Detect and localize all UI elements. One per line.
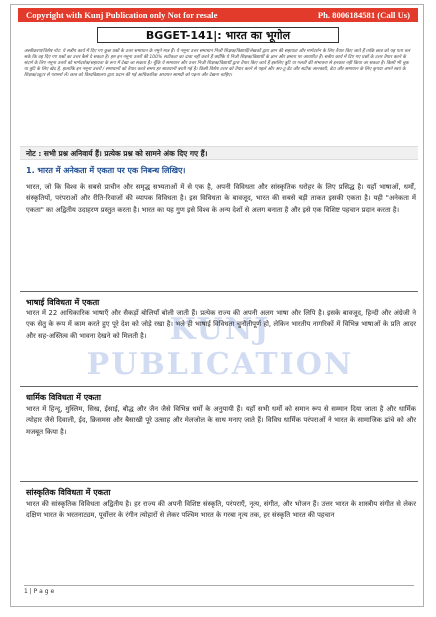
section-paragraph-religious: भारत में हिन्दू, मुस्लिम, सिख, ईसाई, बौद्ध और जैन जैसे विभिन्न धर्मों के अनुयायी हैं। यहाँ सभी धर्मों को समान रूप से सम्मान दिया जाता है और धार्मिक त्योहार जैसे दिवाली, ईद, क्रिसमस और बैसाखी पूरे उत्साह और मेलजोल के साथ मनाए जाते हैं। विविध धार्मिक परंपराओं ने भारत के सामाजिक ढांचे को और मजबूत किया है। xyxy=(26,405,416,436)
copyright-text: Copyright with Kunj Publication only Not for resale xyxy=(26,10,218,20)
phone-text: Ph. 8006184581 (Call Us) xyxy=(317,10,410,20)
section-paragraph-cultural: भारत की सांस्कृतिक विविधता अद्वितीय है। हर राज्य की अपनी विशिष्ट संस्कृति, परंपराएँ, नृत्य, संगीत, और भोजन हैं। उत्तर भारत के शास्त्रीय संगीत से लेकर दक्षिण भारत के भरतनाट्यम, पूर्वोत्तर के रंगीन त्योहारों से लेकर पश्चिम भारत के गरबा नृत्य तक, हर संस्कृति भारत की पहचान xyxy=(26,500,416,520)
section-heading-religious: धार्मिक विविधता में एकता xyxy=(20,386,418,403)
section-heading-linguistic: भाषाई विविधता में एकता xyxy=(20,291,418,308)
disclaimer-text: अस्वीकरण/विशेष नोट: ये सत्रीय कार्य में दिए गए कुछ प्रश्नों के उत्तर समाधान के नमूने मात्र हैं। ये नमूना उत्तर समाधान निजी शिक्षक/विद्यार्थी/लेखकों द्वारा ज्ञान की सहायता और मार्गदर्शन के लिए तैयार किए जाते हैं ताकि छात्र को यह पता चल सके कि वह दिए गए प्रश्नों का उत्तर कैसे दे सकता है। हम इन नमूना उत्तरों की 100% सटीकता का दावा नहीं करते हैं क्योंकि ये निजी शिक्षक/विद्यार्थी के ज्ञान और क्षमता पर आधारित हैं। सत्रीय कार्य में दिए गए प्रश्नों के उत्तर तैयार करने के संदर्भ के लिए नमूना उत्तरों को मार्गदर्शक/सहायता के रूप में देखा जा सकता है। चूँकि ये समाधान और उत्तर निजी शिक्षक/विद्यार्थी द्वारा तैयार किए जाते हैं इसलिए त्रुटि या गलती की संभावना से इनकार नहीं किया जा सकता है। किसी भी चूक या त्रुटि के लिए खेद है, हालांकि इन नमूना उत्तरों / समाधानों को तैयार करते समय हर सावधानी बरती गई है। किसी विशेष उत्तर को तैयार करने से पहले और अप-टू-डेट और सटीक जानकारी, डेटा और समाधान के लिए कृपया अपने स्वयं के शिक्षक/ट्यूटर से परामर्श लें। छात्र को विश्वविद्यालय द्वारा प्रदान की गई आधिकारिक अध्ययन सामग्री को पढ़ना और देखना चाहिए। xyxy=(24,49,411,79)
publication-watermark: KUNJ PUBLICATION xyxy=(86,312,354,382)
page-footer: 1 | P a g e xyxy=(24,585,414,595)
section-heading-cultural: सांस्कृतिक विविधता में एकता xyxy=(20,481,418,498)
document-title: BGGET-141|: भारत का भूगोल xyxy=(97,27,339,43)
copyright-banner xyxy=(18,8,418,22)
question-heading: 1. भारत में अनेकता में एकता पर एक निबन्ध लिखिए। xyxy=(26,166,186,175)
instructions-note: नोट : सभी प्रश्न अनिवार्य हैं। प्रत्येक प्रश्न को सामने अंक दिए गए हैं। xyxy=(20,146,418,160)
section-paragraph-linguistic: भारत में 22 आधिकारिक भाषाएँ और सैकड़ों बोलियाँ बोली जाती हैं। प्रत्येक राज्य की अपनी अलग भाषा और लिपि है। इसके बावजूद, हिन्दी और अंग्रेजी ने एक सेतु के रूप में काम करते हुए पूरे देश को जोड़े रखा है। भले ही भाषाई विविधता चुनौतीपूर्ण हो, लेकिन भारतीय नागरिकों में विभिन्न भाषाओं के प्रति आदर और सह-अस्तित्व की भावना देखने को मिलती है। xyxy=(26,309,416,340)
intro-paragraph: भारत, जो कि विश्व के सबसे प्राचीन और समृद्ध सभ्यताओं में से एक है, अपनी विविधता और सांस्कृतिक धरोहर के लिए प्रसिद्ध है। यहाँ भाषाओं, धर्मों, संस्कृतियों, परंपराओं और रीति-रिवाजों की व्यापक विविधता है। इस विविधता के बावजूद, भारत की सबसे बड़ी ताकत इसकी एकता है। यही "अनेकता में एकता" का अद्वितीय उदाहरण प्रस्तुत करता है। भारत का यह गुण इसे विश्व के अन्य देशों से अलग बनाता है और इसे एक विशिष्ट पहचान प्रदान करता है। xyxy=(26,183,416,214)
